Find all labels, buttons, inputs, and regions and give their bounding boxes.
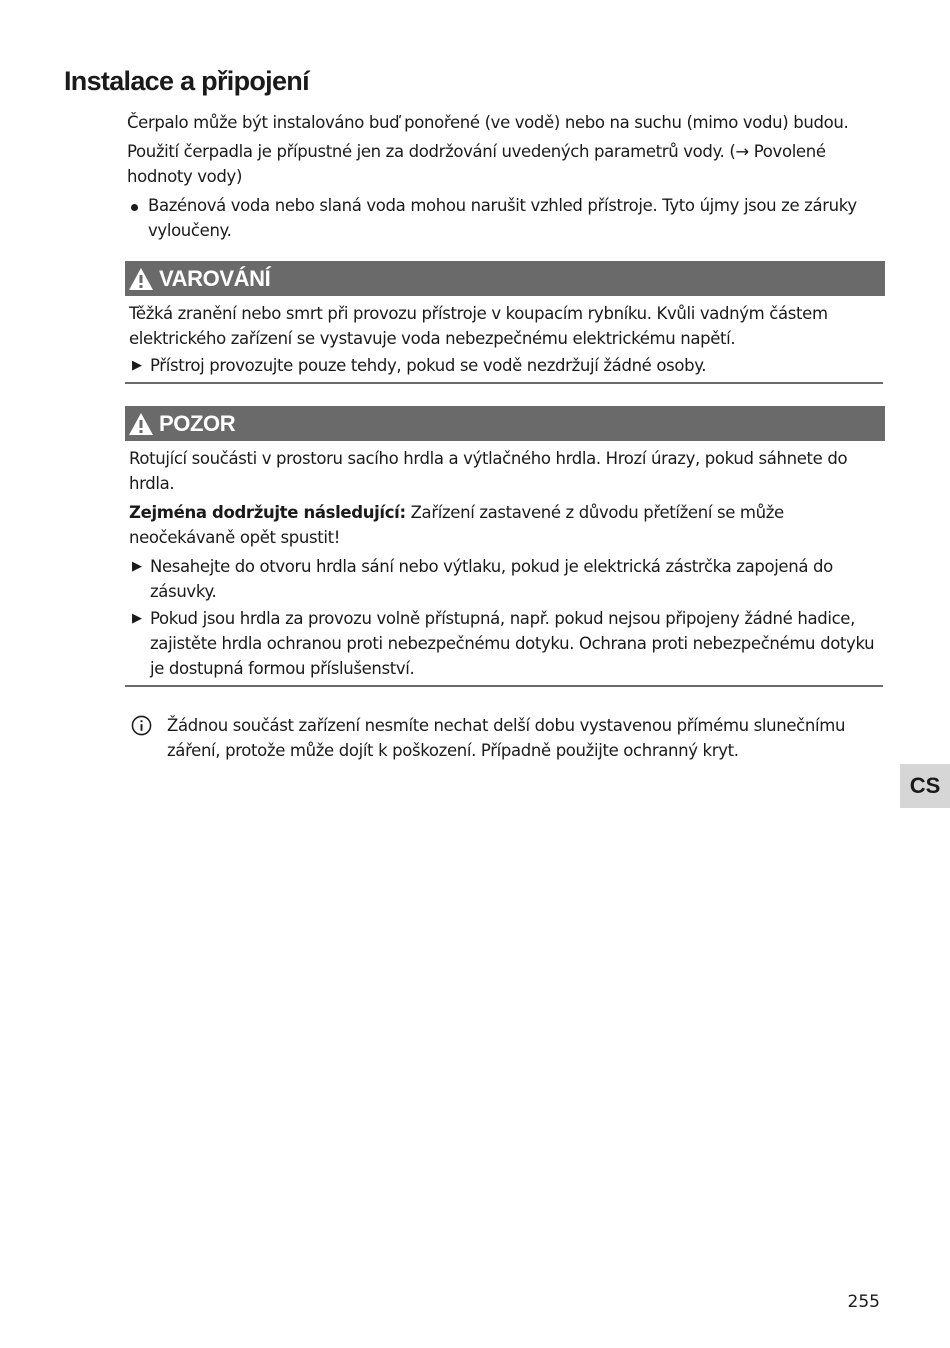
bullet-item [127, 193, 883, 243]
step-text: Pokud jsou hrdla za provozu volně přístupná, např. pokud nejsou připojeny žádné hadice, zajistěte hrdla ochranou proti nebezpečnému dotyku. Ochrana proti nebezpečnému dotyku je dostupná formou příslušenství. [150, 609, 875, 678]
caution-divider [125, 685, 883, 687]
triangle-right-icon: ▶ [132, 559, 142, 574]
triangle-right-icon: ▶ [132, 611, 142, 626]
bullet-text: Bazénová voda nebo slaná voda mohou narušit vzhled přístroje. Tyto újmy jsou ze záruky vyloučeny. [148, 196, 857, 240]
info-icon [131, 715, 152, 736]
content [127, 110, 883, 763]
note-text: Žádnou součást zařízení nesmíte nechat delší dobu vystavenou přímému slunečnímu záření, protože může dojít k poškození. Případně použijte ochranný kryt. [167, 716, 846, 760]
warning-triangle-icon [127, 411, 155, 437]
warning-step [129, 353, 883, 378]
caution-emphasis [129, 500, 883, 550]
info-note [127, 713, 883, 763]
warning-box [127, 261, 883, 384]
warning-body [127, 296, 883, 378]
caution-emphasis-label: Zejména dodržujte následující: [129, 503, 406, 522]
caution-body [127, 441, 883, 681]
warning-text: Těžká zranění nebo smrt při provozu přístroje v koupacím rybníku. Kvůli vadným částem elektrického zařízení se vystavuje voda nebezpečnému elektrickému napětí. [129, 304, 828, 348]
step-text: Nesahejte do otvoru hrdla sání nebo výtlaku, pokud je elektrická zástrčka zapojená do zásuvky. [150, 557, 833, 601]
warning-header [125, 261, 885, 296]
caution-emphasis-text: Zařízení zastavené z důvodu přetížení se může neočekávaně opět spustit! [129, 503, 784, 547]
page-number: 255 [847, 1292, 880, 1312]
language-tab: CS [900, 764, 950, 808]
intro-paragraph: Použití čerpadla je přípustné jen za dodržování uvedených parametrů vody. (→ Povolené hodnoty vody) [127, 142, 826, 186]
caution-header [125, 406, 885, 441]
caution-text: Rotující součásti v prostoru sacího hrdla a výtlačného hrdla. Hrozí úrazy, pokud sáhnete do hrdla. [129, 449, 848, 493]
step-text: Přístroj provozujte pouze tehdy, pokud se vodě nezdržují žádné osoby. [150, 356, 707, 375]
warning-title: VAROVÁNÍ [159, 265, 271, 291]
warning-triangle-icon [127, 266, 155, 292]
caution-box [127, 406, 883, 687]
warning-divider [125, 382, 883, 384]
caution-step [129, 554, 883, 604]
intro-paragraph: Čerpalo může být instalováno buď ponořené (ve vodě) nebo na suchu (mimo vodu) budou. [127, 113, 849, 132]
page-title: Instalace a připojení [64, 66, 309, 96]
caution-step [129, 606, 883, 681]
triangle-right-icon: ▶ [132, 358, 142, 373]
caution-title: POZOR [159, 410, 236, 436]
bullet-dot-icon [131, 204, 138, 211]
